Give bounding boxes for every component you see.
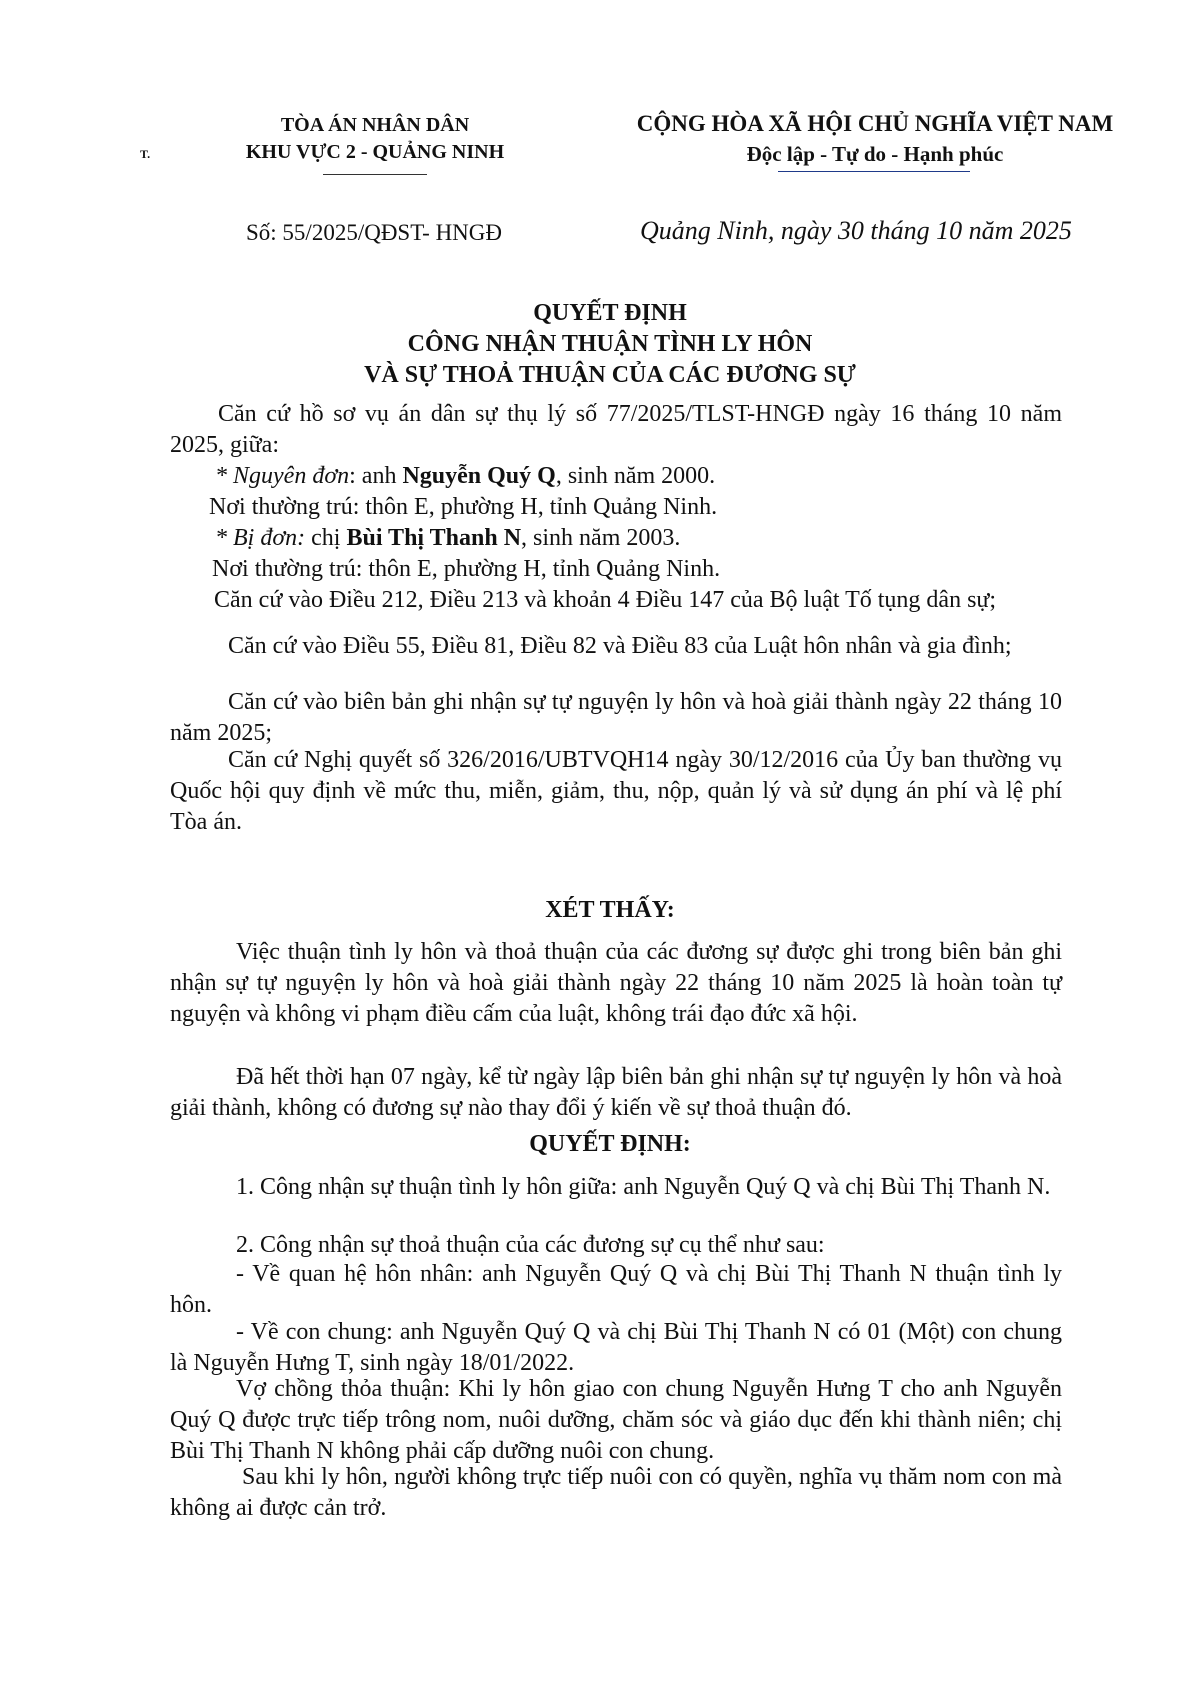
defendant-post: , sinh năm 2003. (521, 525, 681, 551)
basis-case-file: Căn cứ hồ sơ vụ án dân sự thụ lý số 77/2025/TLST-HNGĐ ngày 16 tháng 10 năm 2025, giữa: (170, 401, 1062, 458)
plaintiff-name: Nguyễn Quý Q (402, 463, 556, 489)
plaintiff-pre: : anh (349, 463, 403, 489)
margin-mark: T. (140, 147, 151, 161)
plaintiff-post: , sinh năm 2000. (555, 463, 716, 489)
defendant-name: Bùi Thị Thanh N (346, 525, 522, 551)
document-title: QUYẾT ĐỊNH (533, 300, 687, 326)
basis-civil-procedure: Căn cứ vào Điều 212, Điều 213 và khoản 4 Điều 147 của Bộ luật Tố tụng dân sự; (214, 587, 997, 613)
court-area: KHU VỰC 2 - QUẢNG NINH (245, 141, 505, 163)
basis-marriage-law: Căn cứ vào Điều 55, Điều 81, Điều 82 và Điều 83 của Luật hôn nhân và gia đình; (228, 633, 1012, 659)
decision-item-1: 1. Công nhận sự thuận tình ly hôn giữa: anh Nguyễn Quý Q và chị Bùi Thị Thanh N. (236, 1174, 1051, 1200)
plaintiff-address: Nơi thường trú: thôn E, phường H, tỉnh Quảng Ninh. (209, 494, 718, 520)
decision-child: - Về con chung: anh Nguyễn Quý Q và chị Bùi Thị Thanh N có 01 (Một) con chung là Nguyễn Hưng T, sinh ngày 18/01/2022. (170, 1319, 1062, 1376)
decision-heading: QUYẾT ĐỊNH: (529, 1131, 691, 1157)
nation-title: CỘNG HÒA XÃ HỘI CHỦ NGHĨA VIỆT NAM (636, 111, 1114, 136)
defendant-line (215, 523, 680, 554)
national-motto: Độc lập - Tự do - Hạnh phúc (746, 142, 1004, 166)
decision-visitation: Sau khi ly hôn, người không trực tiếp nuôi con có quyền, nghĩa vụ thăm nom con mà không ai được cản trở. (170, 1464, 1062, 1521)
document-subtitle-2: VÀ SỰ THOẢ THUẬN CỦA CÁC ĐƯƠNG SỰ (364, 362, 856, 388)
findings-paragraph-1: Việc thuận tình ly hôn và thoả thuận của các đương sự được ghi trong biên bản ghi nhận sự tự nguyện ly hôn và hoà giải thành ngày 22 tháng 10 năm 2025 là hoàn toàn tự nguyện và không vi phạm điều cấm của luật, không trái đạo đức xã hội. (170, 939, 1062, 1027)
defendant-pre: chị (305, 525, 347, 551)
findings-heading: XÉT THẤY: (545, 897, 675, 923)
place-date: Quảng Ninh, ngày 30 tháng 10 năm 2025 (640, 216, 1072, 245)
decision-item-2: 2. Công nhận sự thoả thuận của các đương sự cụ thể như sau: (236, 1232, 825, 1258)
defendant-address: Nơi thường trú: thôn E, phường H, tỉnh Quảng Ninh. (212, 556, 721, 582)
document-number: Số: 55/2025/QĐST- HNGĐ (246, 220, 503, 245)
basis-reconciliation-record: Căn cứ vào biên bản ghi nhận sự tự nguyện ly hôn và hoà giải thành ngày 22 tháng 10 năm 2025; (170, 689, 1062, 746)
court-divider (323, 174, 427, 175)
plaintiff-label: * Nguyên đơn (215, 463, 350, 489)
document-subtitle-1: CÔNG NHẬN THUẬN TÌNH LY HÔN (407, 331, 813, 357)
motto-divider (778, 171, 970, 172)
decision-marriage: - Về quan hệ hôn nhân: anh Nguyễn Quý Q và chị Bùi Thị Thanh N thuận tình ly hôn. (170, 1261, 1062, 1318)
findings-paragraph-2: Đã hết thời hạn 07 ngày, kể từ ngày lập biên bản ghi nhận sự tự nguyện ly hôn và hoà giải thành, không có đương sự nào thay đổi ý kiến về sự thoả thuận đó. (170, 1064, 1062, 1121)
basis-resolution: Căn cứ Nghị quyết số 326/2016/UBTVQH14 ngày 30/12/2016 của Ủy ban thường vụ Quốc hội quy định về mức thu, miễn, giảm, thu, nộp, quản lý và sử dụng án phí và lệ phí Tòa án. (170, 747, 1062, 835)
plaintiff-line (215, 461, 715, 492)
court-name: TÒA ÁN NHÂN DÂN (280, 114, 470, 136)
defendant-label: * Bị đơn: (215, 525, 306, 551)
decision-custody: Vợ chồng thỏa thuận: Khi ly hôn giao con chung Nguyễn Hưng T cho anh Nguyễn Quý Q được trực tiếp trông nom, nuôi dưỡng, chăm sóc và giáo dục đến khi thành niên; chị Bùi Thị Thanh N không phải cấp dưỡng nuôi con chung. (170, 1376, 1062, 1464)
